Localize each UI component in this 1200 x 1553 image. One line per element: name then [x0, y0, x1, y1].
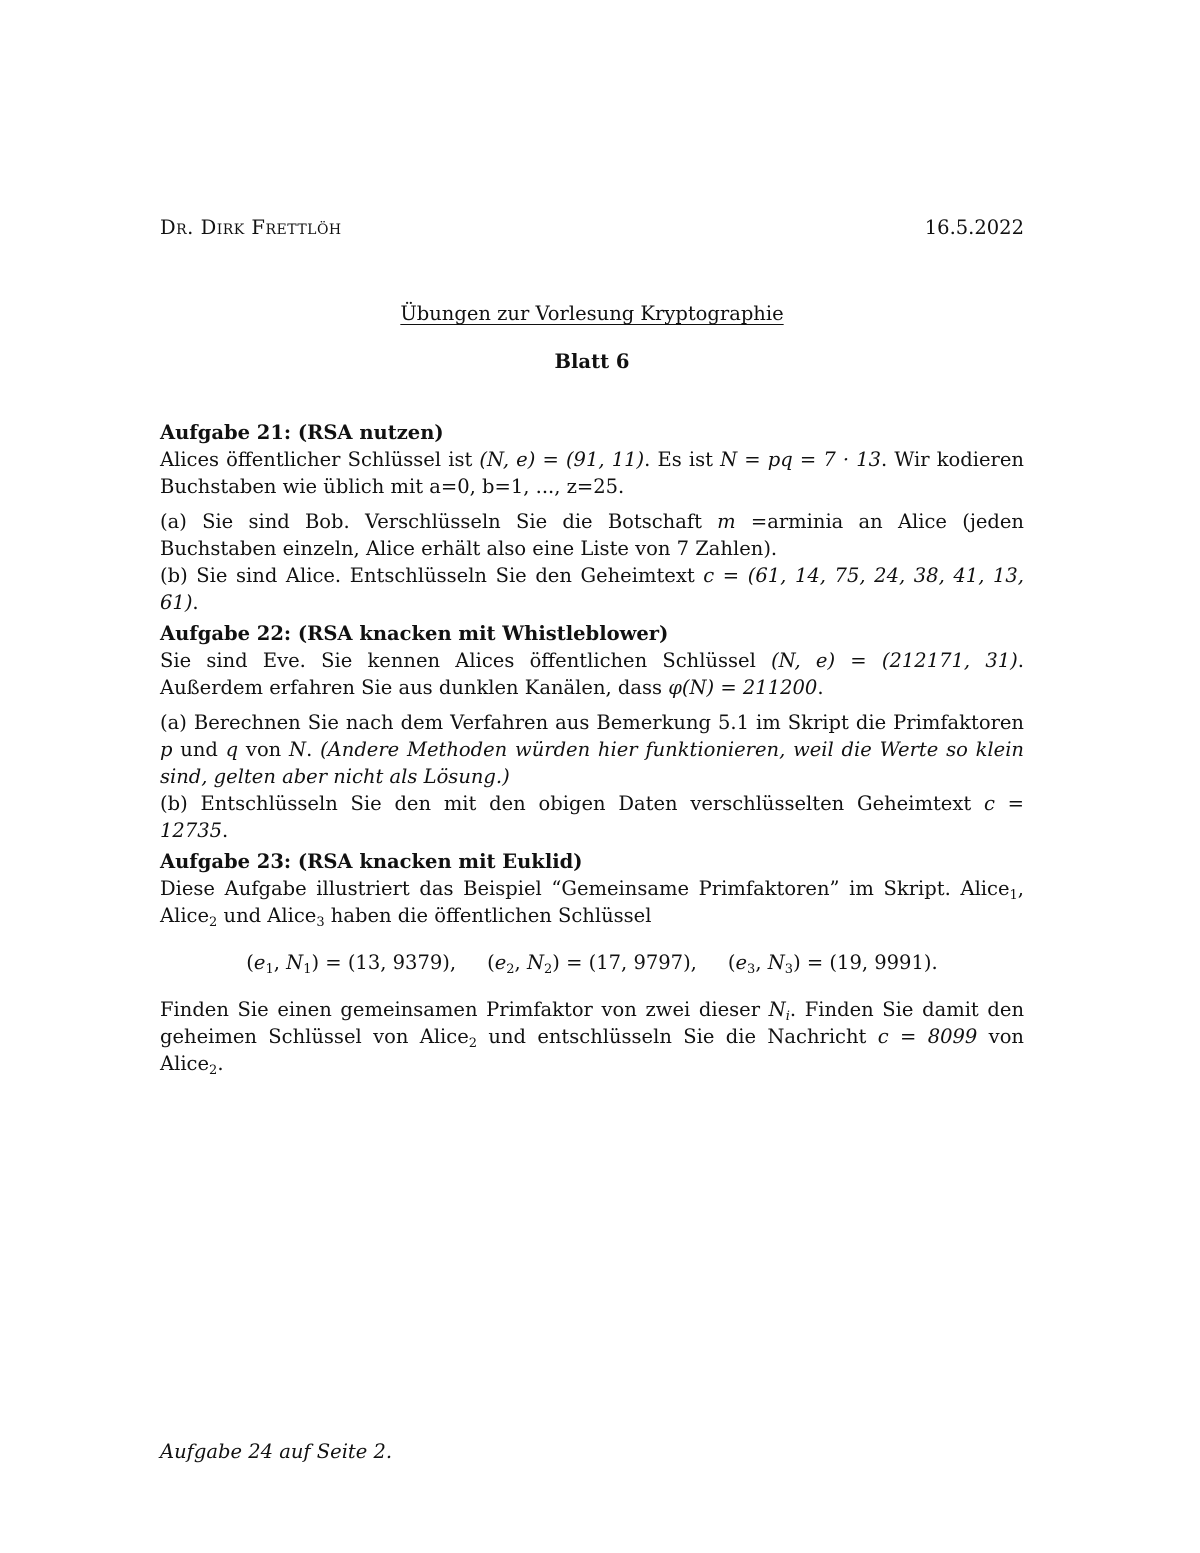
task-21-part-a: (a) Sie sind Bob. Verschlüsseln Sie die Botschaft m =arminia an Alice (jeden Buchstaben einzeln, Alice erhält also eine Liste von 7 Zahlen).	[160, 510, 1024, 560]
date: 16.5.2022	[924, 216, 1024, 239]
task-22	[160, 620, 1024, 844]
author: Dr. Dirk Frettlöh	[160, 216, 342, 239]
public-key-3: ($e_3$, $N_3) = (19$, 9991).	[727, 951, 938, 977]
task-22-part-b: (b) Entschlüsseln Sie den mit den obigen Daten verschlüsselten Geheimtext c = 12735.	[160, 792, 1024, 842]
sheet-number: Blatt 6	[554, 350, 630, 373]
exercise-sheet	[160, 0, 1024, 1553]
public-key-1: ($e_1$, $N_1) = (13$, 9379),	[246, 951, 457, 977]
task-22-part-a: (a) Berechnen Sie nach dem Verfahren aus Bemerkung 5.1 im Skript die Primfaktoren p und q von N. (Andere Methoden würden hier funktionieren, weil die Werte so klein sind, gelten aber nicht als Lösung.)	[160, 711, 1024, 788]
public-keys-formula	[160, 949, 1024, 976]
task-21-part-b: (b) Sie sind Alice. Entschlüsseln Sie den Geheimtext c = (61, 14, 75, 24, 38, 41, 13, 61).	[160, 564, 1024, 614]
task-22-heading: Aufgabe 22: (RSA knacken mit Whistleblower)	[160, 622, 669, 645]
page-title: Übungen zur Vorlesung Kryptographie	[400, 302, 784, 325]
task-23-heading: Aufgabe 23: (RSA knacken mit Euklid)	[160, 850, 583, 873]
task-22-note: (Andere Methoden würden hier funktionieren, weil die Werte so klein sind, gelten aber nicht als Lösung.)	[160, 738, 1024, 788]
footer-note: Aufgabe 24 auf Seite 2.	[160, 1440, 393, 1463]
task-21-intro: Alices öffentlicher Schlüssel ist (N, e) = (91, 11). Es ist N = pq = 7 · 13. Wir kodieren Buchstaben wie üblich mit a=0, b=1, ..., z=25.	[160, 448, 1024, 498]
task-21-heading: Aufgabe 21: (RSA nutzen)	[160, 421, 444, 444]
public-key-2: ($e_2$, $N_2) = (17$, 9797),	[487, 951, 697, 977]
task-21	[160, 419, 1024, 616]
task-23-intro: Diese Aufgabe illustriert das Beispiel “Gemeinsame Primfaktoren” im Skript. Alice$_1$, Alice$_2$ und Alice$_3$ haben die öffentlichen Schlüssel	[160, 877, 1024, 930]
header	[160, 214, 1024, 241]
task-22-intro: Sie sind Eve. Sie kennen Alices öffentlichen Schlüssel (N, e) = (212171, 31). Außerdem erfahren Sie aus dunklen Kanälen, dass φ(N) = 211200.	[160, 649, 1024, 699]
task-23	[160, 848, 1024, 1077]
task-23-instructions: Finden Sie einen gemeinsamen Primfaktor von zwei dieser $N_i$. Finden Sie damit den geheimen Schlüssel von Alice$_2$ und entschlüsseln Sie die Nachricht c = 8099 von Alice$_2$.	[160, 998, 1025, 1078]
